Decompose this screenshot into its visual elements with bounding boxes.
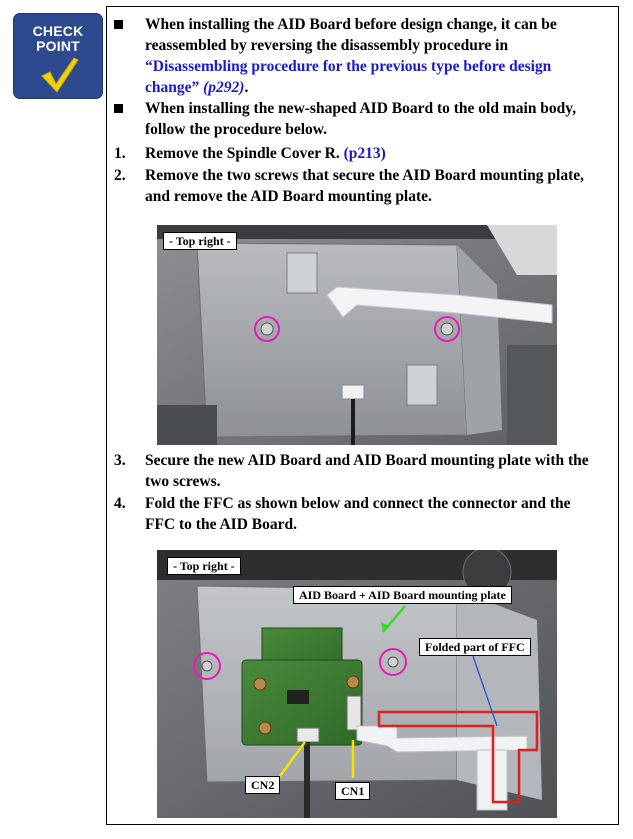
step-text: Secure the new AID Board and AID Board mounting plate with the two screws. — [145, 452, 589, 490]
bullet-item — [114, 14, 603, 98]
photo-position-label: - Top right - — [163, 232, 237, 250]
page-ref-link[interactable]: (p292) — [203, 79, 245, 96]
mechanism-photo-image — [157, 225, 557, 445]
step-item — [114, 165, 603, 207]
bullet-item — [114, 98, 603, 140]
step-number: 4. — [114, 495, 126, 512]
cn2-label: CN2 — [245, 776, 280, 794]
step-number: 3. — [114, 452, 126, 469]
checkpoint-label-line1: CHECK — [32, 23, 84, 39]
step-number: 1. — [114, 145, 126, 162]
square-bullet-icon — [114, 104, 123, 113]
photo-spindle-plate — [157, 225, 557, 445]
checkmark-icon — [40, 56, 80, 94]
aid-board-plate-callout: AID Board + AID Board mounting plate — [293, 586, 512, 604]
checkpoint-label-line2: POINT — [36, 38, 80, 54]
photo-position-label: - Top right - — [167, 557, 241, 575]
bullet-text: When installing the new-shaped AID Board to the old main body, follow the procedure below. — [145, 100, 577, 138]
step-item — [114, 450, 603, 492]
folded-ffc-callout: Folded part of FFC — [419, 638, 531, 656]
checkpoint-label — [14, 24, 102, 54]
cn1-label: CN1 — [335, 782, 370, 800]
step-text: Remove the two screws that secure the AID Board mounting plate, and remove the AID Board mounting plate. — [145, 167, 584, 205]
step-number: 2. — [114, 167, 126, 184]
bullet-text: When installing the AID Board before design change, it can be reassembled by reversing the disassembly procedure in — [145, 16, 557, 54]
step-text: Fold the FFC as shown below and connect the connector and the FFC to the AID Board. — [145, 495, 571, 533]
checkpoint-badge — [14, 14, 102, 98]
step-text: Remove the Spindle Cover R. — [145, 145, 344, 162]
step-item — [114, 493, 603, 535]
bullet-end: . — [244, 79, 249, 96]
disassembling-procedure-link[interactable]: “Disassembling procedure for the previous type before design change” — [145, 58, 552, 96]
step-item — [114, 143, 603, 164]
square-bullet-icon — [114, 20, 123, 29]
page-ref-link[interactable]: (p213) — [343, 145, 386, 162]
photo-aid-board — [157, 550, 557, 818]
